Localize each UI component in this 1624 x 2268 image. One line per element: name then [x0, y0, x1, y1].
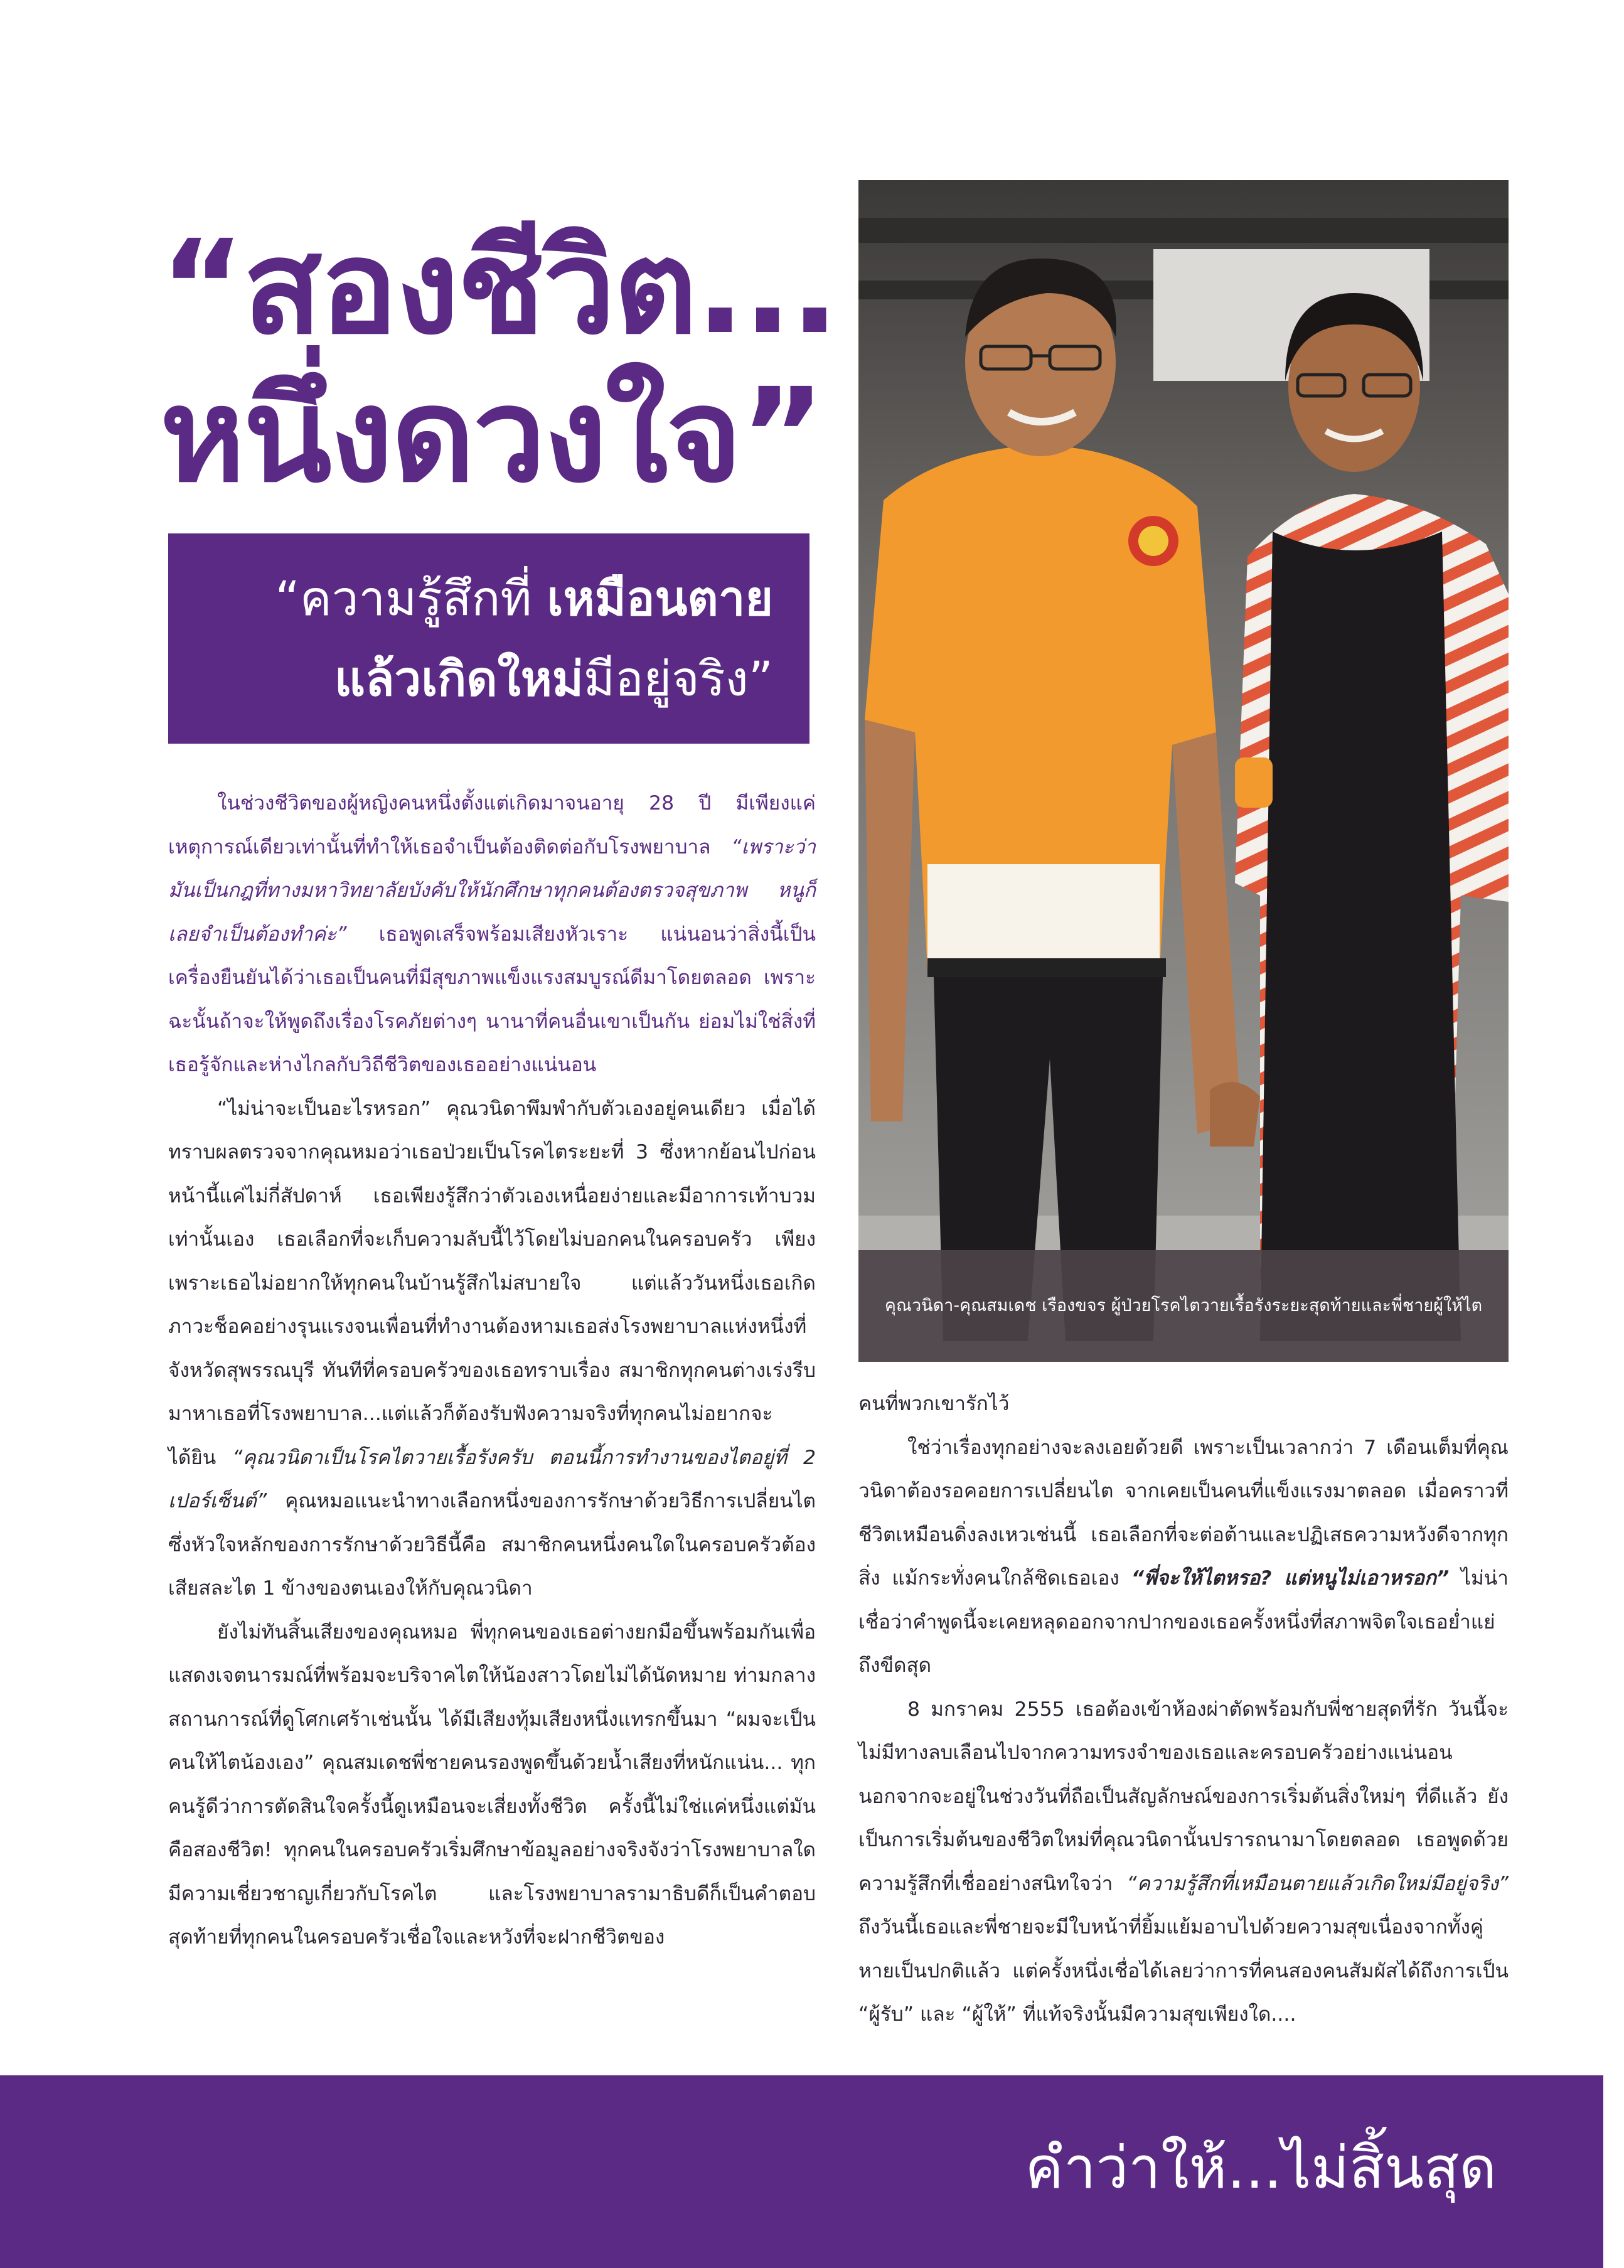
pull-quote-bold-1: เหมือนตาย [547, 570, 773, 626]
headline [160, 212, 838, 511]
paragraph-1-quote: “เพราะว่ามันเป็นกฎที่ทางมหาวิทยาลัยบังคับให้นักศึกษาทุกคนต้องตรวจสุขภาพ หนูก็เลยจำเป็นต้องทำค่ะ” [168, 835, 816, 946]
paragraph-6-text-b: ถึงวันนี้เธอและพี่ชายจะมีใบหน้าที่ยิ้มแย้มอาบไปด้วยความสุขเนื่องจากทั้งคู่หายเป็นปกติแล้ว แต่ครั้งหนึ่งเชื่อได้เลยว่าการที่คนสองคนสัมผัสได้ถึงการเป็น “ผู้รับ” และ “ผู้ให้” ที่แท้จริงนั้นมีความสุขเพียงใด.... [858, 1916, 1509, 2026]
paragraph-5-text-b: ไม่น่าเชื่อว่าคำพูดนี้จะเคยหลุดออกจากปากของเธอครั้งหนึ่งที่สภาพจิตใจเธอย่ำแย่ถึงขีดสุด [858, 1567, 1509, 1677]
article-paragraph-2 [168, 1088, 816, 1611]
paragraph-2-quote: “คุณวนิดาเป็นโรคไตวายเรื้อรังครับ ตอนนี้การทำงานของไตอยู่ที่ 2 เปอร์เซ็นต์” [168, 1446, 816, 1512]
paragraph-6-text-a: 8 มกราคม 2555 เธอต้องเข้าห้องผ่าตัดพร้อมกับพี่ชายสุดที่รัก วันนี้จะไม่มีทางลบเลือนไปจากความทรงจำของเธอและครอบครัวอย่างแน่นอน นอกจากจะอยู่ในช่วงวันที่ถือเป็นสัญลักษณ์ของการเริ่มต้นสิ่งใหม่ๆ ที่ดีแล้ว ยังเป็นการเริ่มต้นของชีวิตใหม่ที่คุณวนิดานั้นปรารถนามาโดยตลอด เธอพูดด้วยความรู้สึกที่เชื่ออย่างสนิทใจว่า [858, 1698, 1509, 1895]
paragraph-6-quote: “ความรู้สึกที่เหมือนตายแล้วเกิดใหม่มีอยู่จริง” [1126, 1872, 1509, 1895]
headline-line-2: หนึ่งดวงใจ” [160, 360, 823, 511]
paragraph-2-text-b: คุณหมอแนะนำทางเลือกหนึ่งของการรักษาด้วยวิธีการเปลี่ยนไต ซึ่งหัวใจหลักของการรักษาด้วยวิธีนี้คือ สมาชิกคนหนึ่งคนใดในครอบครัวต้องเสียสละไต 1 ข้างของตนเองให้กับคุณวนิดา [168, 1490, 816, 1600]
footer-title: คำว่าให้...ไม่สิ้นสุด [1025, 2134, 1497, 2201]
headline-line-1: “สองชีวิต... [160, 212, 838, 363]
pull-quote-light-1: “ความรู้สึกที่ [275, 570, 547, 626]
pull-quote-line-2 [168, 639, 773, 719]
article-paragraph-5 [858, 1426, 1509, 1688]
photo-caption: คุณวนิดา-คุณสมเดช เรืองขจร ผู้ป่วยโรคไตวายเรื้อรังระยะสุดท้ายและพี่ชายผู้ให้ไต [858, 1250, 1509, 1362]
paragraph-1-text-b: เธอพูดเสร็จพร้อมเสียงหัวเราะ แน่นอนว่าสิ่งนี้เป็นเครื่องยืนยันได้ว่าเธอเป็นคนที่มีสุขภาพแข็งแรงสมบูรณ์ดีมาโดยตลอด เพราะฉะนั้นถ้าจะให้พูดถึงเรื่องโรคภัยต่างๆ นานาที่คนอื่นเขาเป็นกัน ย่อมไม่ใช่สิ่งที่เธอรู้จักและห่างไกลกับวิถีชีวิตของเธออย่างแน่นอน [168, 923, 816, 1076]
paragraph-1-text-a: ในช่วงชีวิตของผู้หญิงคนหนึ่งตั้งแต่เกิดมาจนอายุ 28 ปี มีเพียงแค่เหตุการณ์เดียวเท่านั้นที่ทำให้เธอจำเป็นต้องติดต่อกับโรงพยาบาล [168, 792, 816, 859]
paragraph-2-text-a: “ไม่น่าจะเป็นอะไรหรอก” คุณวนิดาพึมพำกับตัวเองอยู่คนเดียว เมื่อได้ทราบผลตรวจจากคุณหมอว่าเธอป่วยเป็นโรคไตระยะที่ 3 ซึ่งหากย้อนไปก่อนหน้านี้แค่ไม่กี่สัปดาห์ เธอเพียงรู้สึกว่าตัวเองเหนื่อยง่ายและมีอาการเท้าบวมเท่านั้นเอง เธอเลือกที่จะเก็บความลับนี้ไว้โดยไม่บอกคนในครอบครัว เพียงเพราะเธอไม่อยากให้ทุกคนในบ้านรู้สึกไม่สบายใจ แต่แล้ววันหนึ่งเธอเกิดภาวะช็อคอย่างรุนแรงจนเพื่อนที่ทำงานต้องหามเธอส่งโรงพยาบาลแห่งหนึ่งที่จังหวัดสุพรรณบุรี ทันทีที่ครอบครัวของเธอทราบเรื่อง สมาชิกทุกคนต่างเร่งรีบมาหาเธอที่โรงพยาบาล...แต่แล้วก็ต้องรับฟังความจริงที่ทุกคนไม่อยากจะได้ยิน [168, 1097, 816, 1469]
pull-quote-line-1 [168, 559, 773, 639]
paragraph-5-quote: “พี่จะให้ไตหรอ? แต่หนูไม่เอาหรอก” [1131, 1567, 1450, 1590]
article-paragraph-4: คนที่พวกเขารักไว้ [858, 1393, 1010, 1415]
pull-quote-light-2: มีอยู่จริง” [583, 651, 773, 707]
pull-quote-bold-2: แล้วเกิดใหม่ [334, 651, 584, 707]
portrait-illustration [858, 180, 1509, 1362]
article-paragraph-1 [168, 782, 816, 1088]
article-paragraph-3: ยังไม่ทันสิ้นเสียงของคุณหมอ พี่ทุกคนของเธอต่างยกมือขึ้นพร้อมกันเพื่อแสดงเจตนารมณ์ที่พร้อมจะบริจาคไตให้น้องสาวโดยไม่ได้นัดหมาย ท่ามกลางสถานการณ์ที่ดูโศกเศร้าเช่นนั้น ได้มีเสียงทุ้มเสียงหนึ่งแทรกขึ้นมา “ผมจะเป็นคนให้ไตน้องเอง” คุณสมเดชพี่ชายคนรองพูดขึ้นด้วยน้ำเสียงที่หนักแน่น... ทุกคนรู้ดีว่าการตัดสินใจครั้งนี้ดูเหมือนจะเสี่ยงทั้งชีวิต ครั้งนี้ไม่ใช่แค่หนึ่งแต่มันคือสองชีวิต! ทุกคนในครอบครัวเริ่มศึกษาข้อมูลอย่างจริงจังว่าโรงพยาบาลใดมีความเชี่ยวชาญเกี่ยวกับโรคไต และโรงพยาบาลรามาธิบดีก็เป็นคำตอบสุดท้ายที่ทุกคนในครอบครัวเชื่อใจและหวังที่จะฝากชีวิตของ [168, 1620, 816, 1949]
article-column-right [858, 1383, 1509, 2037]
portrait-photo [858, 180, 1509, 1362]
article-paragraph-6 [858, 1688, 1509, 2037]
paragraph-5-text-a: ใช่ว่าเรื่องทุกอย่างจะลงเอยด้วยดี เพราะเป็นเวลากว่า 7 เดือนเต็มที่คุณวนิดาต้องรอคอยการเปลี่ยนไต จากเคยเป็นคนที่แข็งแรงมาตลอด เมื่อคราวที่ชีวิตเหมือนดิ่งลงเหวเช่นนี้ เธอเลือกที่จะต่อต้านและปฏิเสธความหวังดีจากทุกสิ่ง แม้กระทั่งคนใกล้ชิดเธอเอง [858, 1436, 1509, 1590]
article-column-left [168, 782, 816, 1960]
footer-bar [0, 2075, 1603, 2268]
pull-quote-box [168, 533, 809, 744]
